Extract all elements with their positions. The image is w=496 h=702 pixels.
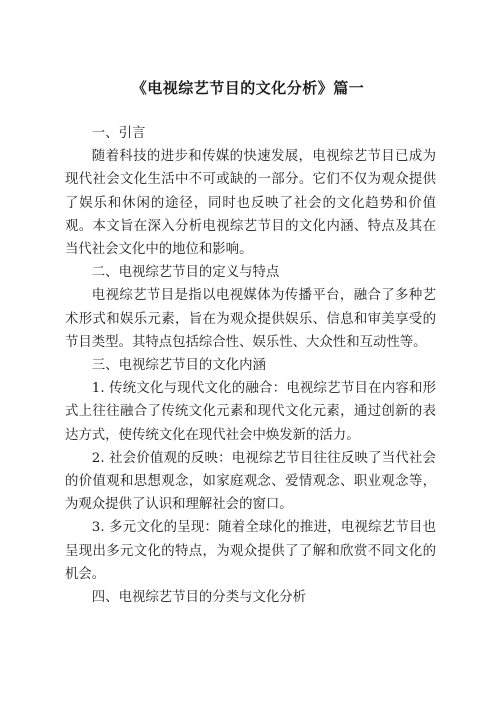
heading-introduction: 一、引言	[91, 126, 146, 141]
paragraph-point-3: 3. 多元文化的呈现：随着全球化的推进，电视综艺节目也呈现出多元文化的特点，为观众提供了了解和欣赏不同文化的机会。	[65, 520, 436, 582]
document-body	[65, 122, 436, 609]
document-title: 《电视综艺节目的文化分析》篇一	[131, 79, 365, 97]
paragraph-introduction: 随着科技的进步和传媒的快速发展，电视综艺节目已成为现代社会文化生活中不可或缺的一部分。它们不仅为观众提供了娱乐和休闲的途径，同时也反映了社会的文化趋势和价值观。本文旨在深入分析电视综艺节目的文化内涵、特点及其在当代社会文化中的地位和影响。	[65, 149, 436, 258]
heading-cultural-connotation: 三、电视综艺节目的文化内涵	[91, 358, 266, 374]
heading-definition: 二、电视综艺节目的定义与特点	[91, 265, 280, 281]
paragraph-point-1: 1. 传统文化与现代文化的融合：电视综艺节目在内容和形式上往往融合了传统文化元素和现代文化元素，通过创新的表达方式，使传统文化在现代社会中焕发新的活力。	[65, 381, 436, 443]
heading-classification: 四、电视综艺节目的分类与文化分析	[91, 590, 307, 606]
paragraph-point-2: 2. 社会价值观的反映：电视综艺节目往往反映了当代社会的价值观和思想观念，如家庭观念、爱情观念、职业观念等，为观众提供了认识和理解社会的窗口。	[65, 450, 436, 513]
paragraph-definition: 电视综艺节目是指以电视媒体为传播平台，融合了多种艺术形式和娱乐元素，旨在为观众提供娱乐、信息和审美享受的节目类型。其特点包括综合性、娱乐性、大众性和互动性等。	[65, 288, 436, 350]
